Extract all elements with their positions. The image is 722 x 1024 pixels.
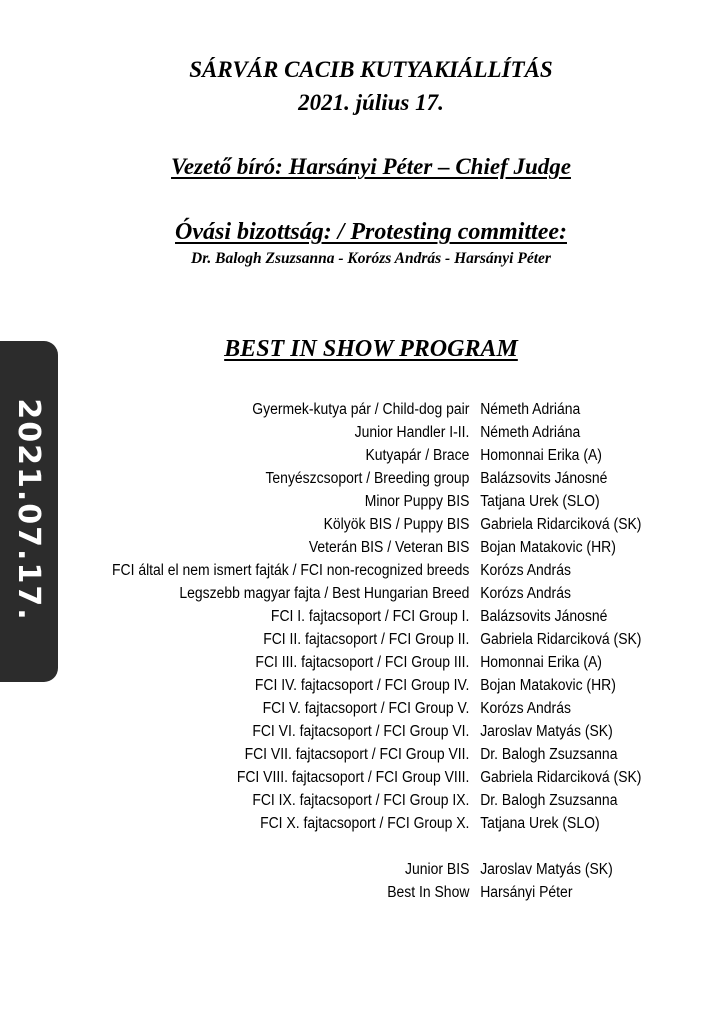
program-row xyxy=(47,743,697,766)
program-category: FCI VIII. fajtacsoport / FCI Group VIII. xyxy=(236,769,470,786)
program-judge: Dr. Balogh Zsuzsanna xyxy=(480,746,618,763)
program-row xyxy=(47,720,697,743)
show-title: SÁRVÁR CACIB KUTYAKIÁLLÍTÁS xyxy=(189,57,553,82)
program-judge: Homonnai Erika (A) xyxy=(480,654,602,671)
program-row xyxy=(47,789,697,812)
program-row xyxy=(47,651,697,674)
program-category: Legszebb magyar fajta / Best Hungarian Breed xyxy=(179,585,470,602)
program-row xyxy=(47,536,697,559)
program-judge: Jaroslav Matyás (SK) xyxy=(480,723,613,740)
program-category: Kutyapár / Brace xyxy=(365,447,470,464)
program-row xyxy=(47,398,697,421)
committee-members: Dr. Balogh Zsuzsanna - Korózs András - Harsányi Péter xyxy=(191,250,551,267)
program-judge: Tatjana Urek (SLO) xyxy=(480,815,600,832)
show-date: 2021. július 17. xyxy=(298,90,444,115)
program-row xyxy=(47,582,697,605)
program-judge: Gabriela Ridarciková (SK) xyxy=(480,631,642,648)
program-row xyxy=(47,513,697,536)
program-category: FCI IX. fajtacsoport / FCI Group IX. xyxy=(252,792,470,809)
program-row xyxy=(47,605,697,628)
program-category: Gyermek-kutya pár / Child-dog pair xyxy=(252,401,470,418)
program-category: FCI V. fajtacsoport / FCI Group V. xyxy=(262,700,470,717)
program-judge: Gabriela Ridarciková (SK) xyxy=(480,769,642,786)
program-row xyxy=(47,444,697,467)
program-judge: Tatjana Urek (SLO) xyxy=(480,493,600,510)
program-row xyxy=(47,812,697,835)
program-category: Best In Show xyxy=(387,884,470,901)
program-judge: Dr. Balogh Zsuzsanna xyxy=(480,792,618,809)
program-row xyxy=(47,628,697,651)
program-heading xyxy=(10,336,722,363)
program-row xyxy=(47,858,697,881)
program-judge: Németh Adriána xyxy=(480,424,581,441)
program-heading-text: BEST IN SHOW PROGRAM xyxy=(224,336,518,362)
program-category: FCI által el nem ismert fajták / FCI non-recognized breeds xyxy=(111,562,470,579)
program-category: Tenyészcsoport / Breeding group xyxy=(265,470,470,487)
program-row xyxy=(47,490,697,513)
program-judge: Bojan Matakovic (HR) xyxy=(480,677,616,694)
program-judge: Gabriela Ridarciková (SK) xyxy=(480,516,642,533)
committee-heading xyxy=(10,219,722,246)
program-row xyxy=(47,766,697,789)
program-category: FCI X. fajtacsoport / FCI Group X. xyxy=(260,815,470,832)
program-category: Minor Puppy BIS xyxy=(364,493,470,510)
program-judge: Homonnai Erika (A) xyxy=(480,447,602,464)
program-row xyxy=(47,881,697,904)
committee-heading-text: Óvási bizottság: / Protesting committee: xyxy=(175,219,567,245)
program-category: FCI IV. fajtacsoport / FCI Group IV. xyxy=(254,677,470,694)
program-category: FCI VII. fajtacsoport / FCI Group VII. xyxy=(244,746,470,763)
program-judge: Jaroslav Matyás (SK) xyxy=(480,861,613,878)
program-judge: Korózs András xyxy=(480,585,571,602)
program-row xyxy=(47,674,697,697)
side-date-label: 2021.07.17. xyxy=(11,398,47,622)
chief-judge-line xyxy=(10,154,722,180)
program-judge: Korózs András xyxy=(480,700,571,717)
program-row xyxy=(47,697,697,720)
program-category: FCI I. fajtacsoport / FCI Group I. xyxy=(270,608,470,625)
program-category: Veterán BIS / Veteran BIS xyxy=(308,539,470,556)
program-row xyxy=(47,467,697,490)
program-judge: Korózs András xyxy=(480,562,571,579)
bis-program-list xyxy=(47,398,697,904)
program-row xyxy=(47,559,697,582)
program-category: Junior Handler I-II. xyxy=(354,424,470,441)
program-category: FCI II. fajtacsoport / FCI Group II. xyxy=(263,631,470,648)
chief-judge-text: Vezető bíró: Harsányi Péter – Chief Judge xyxy=(171,154,571,179)
program-category: FCI VI. fajtacsoport / FCI Group VI. xyxy=(252,723,470,740)
program-category: Kölyök BIS / Puppy BIS xyxy=(323,516,470,533)
program-judge: Balázsovits Jánosné xyxy=(480,608,608,625)
program-judge: Balázsovits Jánosné xyxy=(480,470,608,487)
program-category: Junior BIS xyxy=(405,861,470,878)
program-judge: Németh Adriána xyxy=(480,401,581,418)
program-category: FCI III. fajtacsoport / FCI Group III. xyxy=(255,654,470,671)
program-judge: Bojan Matakovic (HR) xyxy=(480,539,616,556)
program-judge: Harsányi Péter xyxy=(480,884,573,901)
program-row xyxy=(47,421,697,444)
